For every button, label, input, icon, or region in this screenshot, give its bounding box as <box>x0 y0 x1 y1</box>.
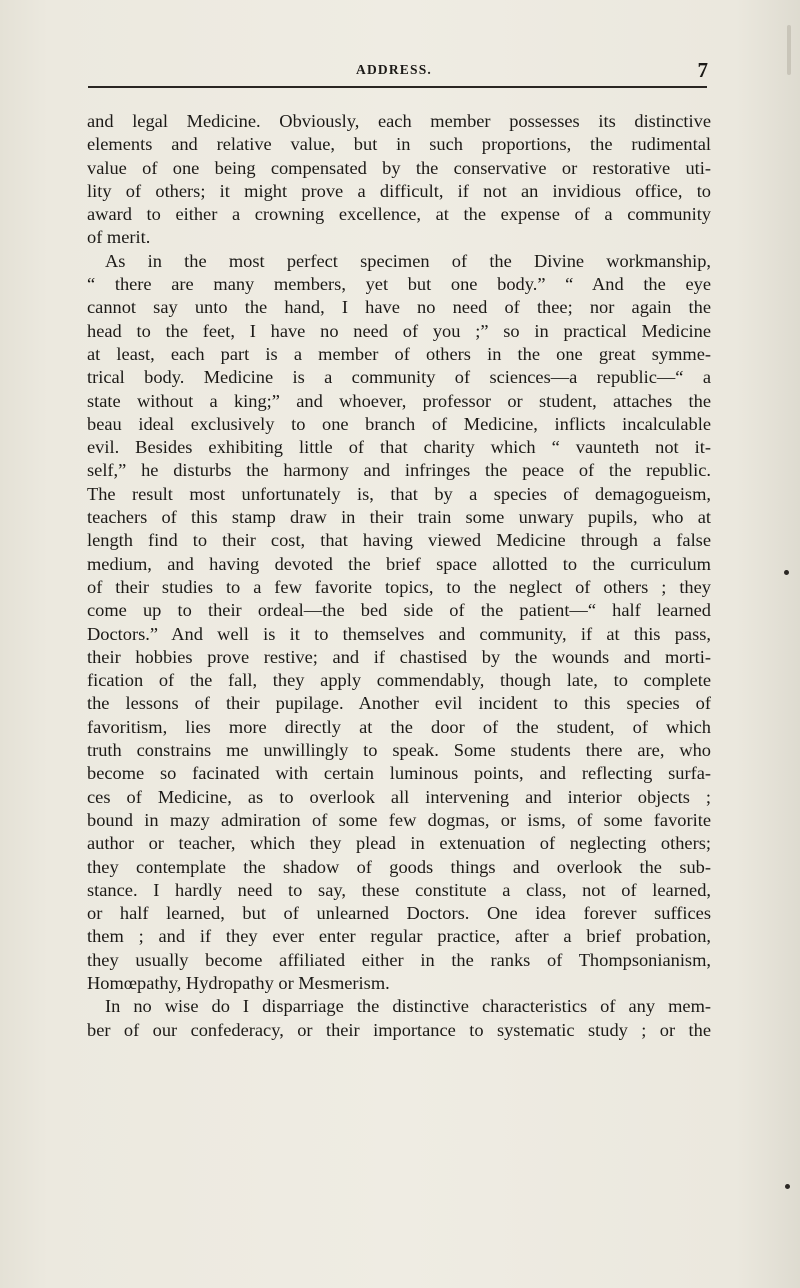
text-line: beau ideal exclusively to one branch of Medicine, inflicts incalculable <box>87 413 711 434</box>
text-line: elements and relative value, but in such proportions, the rudimental <box>87 134 711 155</box>
text-line: of their studies to a few favorite topics, to the neglect of others ; they <box>87 576 711 597</box>
text-line: head to the feet, I have no need of you ;” so in practical Medicine <box>87 320 711 341</box>
text-line: As in the most perfect specimen of the Divine workmanship, <box>105 250 711 271</box>
margin-dot-bottom <box>785 1184 790 1189</box>
text-line: The result most unfortunately is, that by a species of demagogueism, <box>87 483 711 504</box>
text-line: value of one being compensated by the conservative or restorative uti- <box>87 157 711 178</box>
text-line: lity of others; it might prove a difficult, if not an invidious office, to <box>87 180 711 201</box>
text-line: fication of the fall, they apply commendably, though late, to complete <box>87 670 711 691</box>
text-line: of merit. <box>87 227 151 248</box>
text-line: they usually become affiliated either in the ranks of Thompsonianism, <box>87 949 711 970</box>
text-line: ber of our confederacy, or their importance to systematic study ; or the <box>87 1019 711 1040</box>
page-edge-mark <box>787 25 791 75</box>
text-line: author or teacher, which they plead in extenuation of neglecting others; <box>87 833 711 854</box>
text-line: medium, and having devoted the brief space allotted to the curriculum <box>87 553 711 574</box>
text-line: they contemplate the shadow of goods things and overlook the sub- <box>87 856 711 877</box>
text-line: favoritism, lies more directly at the door of the student, of which <box>87 716 711 737</box>
text-line: “ there are many members, yet but one body.” “ And the eye <box>87 274 711 295</box>
text-line: length find to their cost, that having viewed Medicine through a false <box>87 530 711 551</box>
text-line: truth constrains me unwillingly to speak. Some students there are, who <box>87 740 711 761</box>
text-line: trical body. Medicine is a community of sciences—a republic—“ a <box>87 367 711 388</box>
text-line: self,” he disturbs the harmony and infringes the peace of the republic. <box>87 460 711 481</box>
text-line: ces of Medicine, as to overlook all intervening and interior objects ; <box>87 786 711 807</box>
page-header <box>80 58 708 84</box>
text-line: the lessons of their pupilage. Another evil incident to this species of <box>87 693 711 714</box>
text-line: state without a king;” and whoever, professor or student, attaches the <box>87 390 711 411</box>
text-line: at least, each part is a member of others in the one great symme- <box>87 343 711 364</box>
text-line: In no wise do I disparriage the distinctive characteristics of any mem- <box>105 996 711 1017</box>
page-number: 7 <box>697 58 708 82</box>
text-line: bound in mazy admiration of some few dogmas, or isms, of some favorite <box>87 809 711 830</box>
text-line: stance. I hardly need to say, these constitute a class, not of learned, <box>87 879 711 900</box>
running-title: ADDRESS. <box>356 62 432 77</box>
text-line: Homœpathy, Hydropathy or Mesmerism. <box>87 972 390 993</box>
text-line: become so facinated with certain luminous points, and reflecting surfa- <box>87 763 711 784</box>
text-line: them ; and if they ever enter regular practice, after a brief probation, <box>87 926 711 947</box>
body-text <box>87 110 711 1042</box>
header-rule <box>88 86 707 88</box>
text-line: come up to their ordeal—the bed side of the patient—“ half learned <box>87 600 711 621</box>
text-line: Doctors.” And well is it to themselves and community, if at this pass, <box>87 623 711 644</box>
margin-dot-top <box>784 570 789 575</box>
text-line: cannot say unto the hand, I have no need of thee; nor again the <box>87 297 711 318</box>
text-line: evil. Besides exhibiting little of that charity which “ vaunteth not it- <box>87 437 711 458</box>
text-line: or half learned, but of unlearned Doctors. One idea forever suffices <box>87 903 711 924</box>
text-line: and legal Medicine. Obviously, each member possesses its distinctive <box>87 111 711 131</box>
text-line: their hobbies prove restive; and if chastised by the wounds and morti- <box>87 646 711 667</box>
text-line: award to either a crowning excellence, at the expense of a community <box>87 204 711 225</box>
text-line: teachers of this stamp draw in their train some unwary pupils, who at <box>87 507 711 528</box>
